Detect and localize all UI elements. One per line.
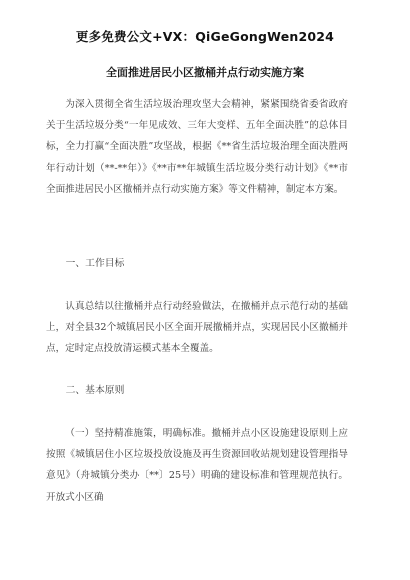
goals-paragraph: 认真总结以往撤桶并点行动经验做法，在撤桶并点示范行动的基础上，对全县32个城镇居民小区全面开展撤桶并点，实现居民小区撤桶并点，定时定点投放清运模式基本全覆盖。 — [46, 301, 348, 355]
intro-paragraph: 为深入贯彻全省生活垃圾治理攻坚大会精神，紧紧围绕省委省政府关于生活垃圾分类“一年见成效、三年大变样、五年全面决胜”的总体目标，全力打赢“全面决胜”攻坚战，根据《**省生活垃圾治理全面决胜两年行动计划（**-**年）》《**市**年城镇生活垃圾分类行动计划》《**市全面推进居民小区撤桶并点行动实施方案》等文件精神，制定本方案。 — [46, 99, 348, 195]
document-title: 全面推进居民小区撤桶并点行动实施方案 — [106, 66, 304, 79]
promo-header: 更多免费公文+VX：QiGeGongWen2024 — [75, 29, 335, 44]
principles-paragraph: （一）坚持精准施策，明确标准。撤桶并点小区设施建设原则上应按照《城镇居住小区垃圾投放设施及再生资源回收站规划建设管理指导意见》（舟城镇分类办〔**〕25号）明确的建设标准和管理规范执行。开放式小区确 — [46, 428, 348, 503]
section-heading-principles: 二、基本原则 — [65, 385, 125, 396]
section-heading-goals: 一、工作目标 — [65, 258, 125, 269]
